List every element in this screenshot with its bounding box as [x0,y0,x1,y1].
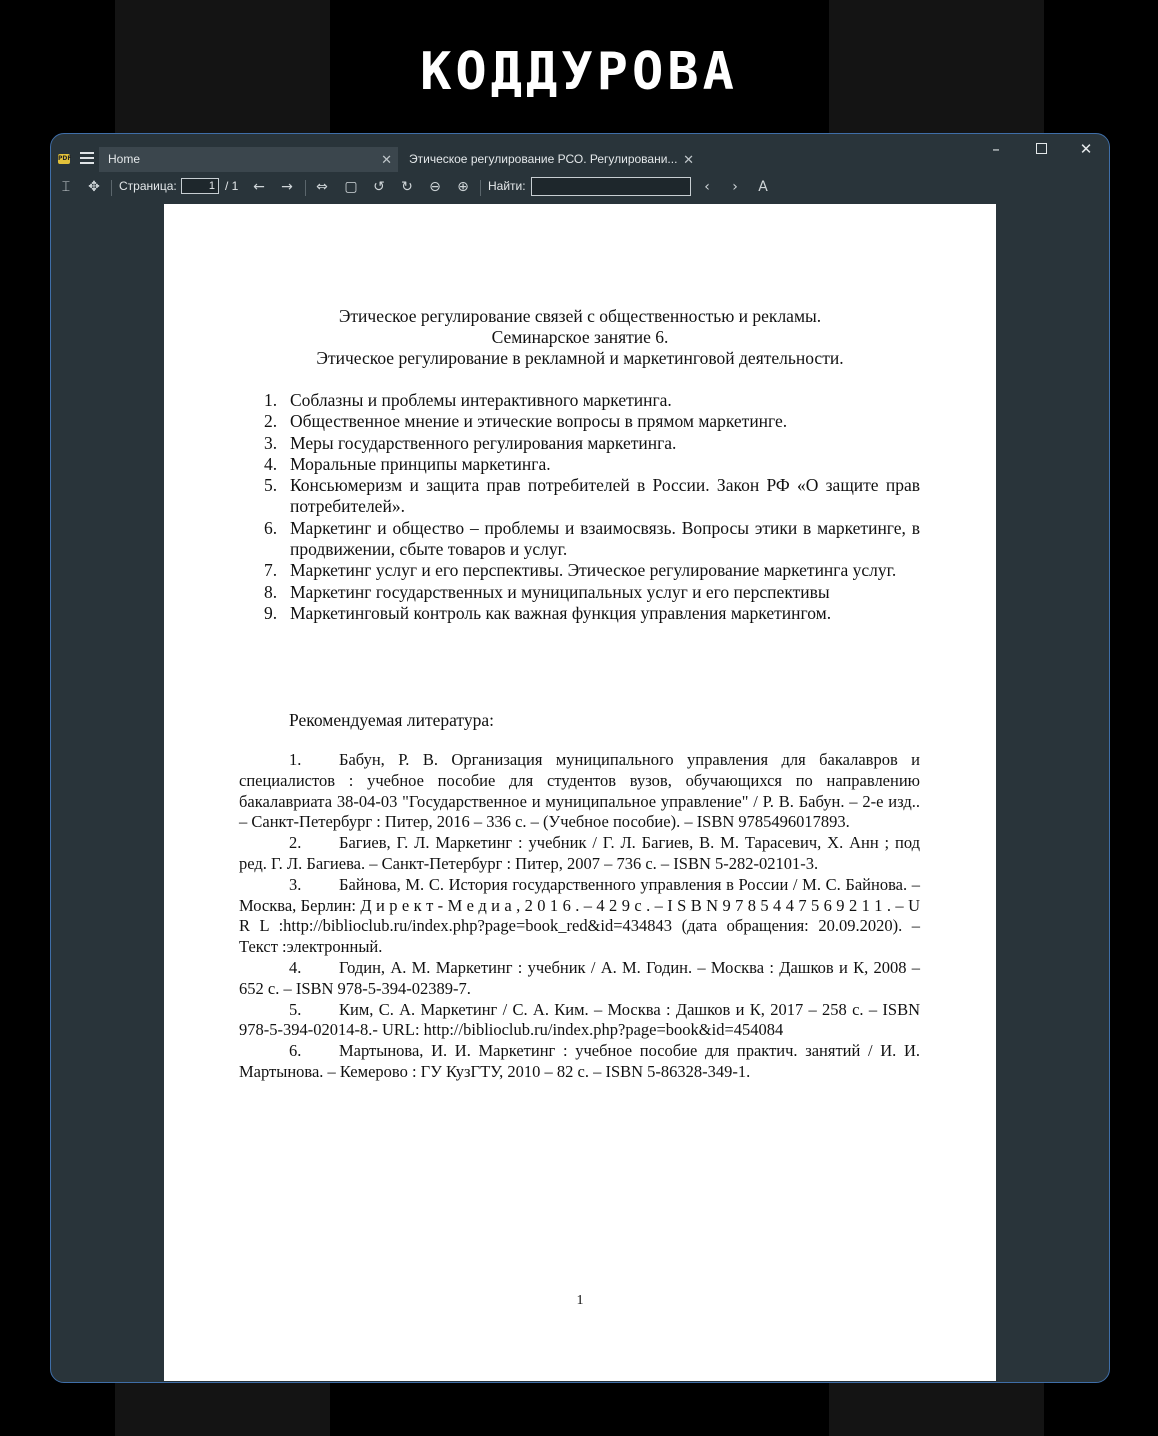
find-label: Найти: [488,179,526,193]
toolbar [51,174,1109,200]
list-item: 8. Маркетинг государственных и муниципальных услуг и его перспективы [264,581,830,602]
next-arrow-icon[interactable]: → [281,179,293,195]
minimize-button[interactable]: – [992,140,1000,158]
zoom-in-icon[interactable]: ⊕ [457,179,469,195]
fit-page-icon[interactable]: ▢ [344,179,358,195]
maximize-icon [1036,143,1047,154]
pan-icon[interactable]: ✥ [88,179,100,195]
close-icon[interactable]: ✕ [381,152,392,167]
tab-document-label: Этическое регулирование РСО. Регулировани... [409,152,678,166]
doc-title-line: Семинарское занятие 6. [491,327,669,347]
rotate-left-icon[interactable]: ↺ [373,179,385,195]
brand-logo: КОДДУРОВА [420,42,738,102]
list-item: 3. Байнова, М. С. История государственного управления в России / М. С. Байнова. – Москва, Берлин: Д и р е к т - М е д и а , 2 0 1 6 . – 4 2 9 с . – I S B N 9 7 8 5 4 4 7 5 6 9 2 1 1 . – U R L :http://biblioclub.ru/index.php?page=book_red&id=434843 (дата обращения: 20.09.2020). – Текст :электронный. [239,874,920,957]
close-icon[interactable]: ✕ [683,152,694,167]
list-item: 7. Маркетинг услуг и его перспективы. Этическое регулирование маркетинга услуг. [264,560,897,581]
prev-arrow-icon[interactable]: ← [253,179,265,195]
doc-title-line: Этическое регулирование в рекламной и маркетинговой деятельности. [316,348,844,368]
list-item: 2. Общественное мнение и этические вопросы в прямом маркетинге. [264,411,788,432]
toolbar-divider [111,180,112,196]
zoom-out-icon[interactable]: ⊖ [429,179,441,195]
find-prev-icon[interactable]: ‹ [704,179,710,195]
hamburger-menu-icon[interactable] [80,152,94,166]
find-next-icon[interactable]: › [732,179,738,195]
doc-title-line: Этическое регулирование связей с общественностью и рекламы. [338,306,822,326]
select-text-icon[interactable]: ⌶ [61,179,71,195]
list-item: 4. Моральные принципы маркетинга. [264,453,551,474]
tab-document[interactable] [400,147,700,172]
page-total: / 1 [225,179,239,193]
tab-home[interactable] [99,147,398,172]
maximize-button[interactable] [1026,138,1056,160]
question-list [264,390,920,624]
list-item: 6. Маркетинг и общество – проблемы и взаимосвязь. Вопросы этики в маркетинге, в продвижении, сбыте товаров и услуг. [264,517,920,560]
match-case-icon[interactable]: A [758,179,768,195]
list-item: 2. Багиев, Г. Л. Маркетинг : учебник / Г. Л. Багиев, В. М. Тарасевич, Х. Анн ; под ред. Г. Л. Багиева. – Санкт-Петербург : Питер, 2007 – 736 с. – ISBN 5-282-02101-3. [239,833,920,873]
pdf-viewer-window [50,133,1110,1383]
page-number-input[interactable] [181,178,219,194]
toolbar-divider [305,180,306,196]
list-item: 6. Мартынова, И. И. Маркетинг : учебное пособие для практич. занятий / И. И. Мартынова. – Кемерово : ГУ КузГТУ, 2010 – 82 с. – ISBN 5-86328-349-1. [239,1041,920,1081]
page-label: Страница: [119,179,177,193]
pdf-page [164,204,996,1381]
list-item: 9. Маркетинговый контроль как важная функция управления маркетингом. [264,602,832,623]
title-bar [51,134,1109,172]
page-number: 1 [576,1293,584,1308]
list-item: 3. Меры государственного регулирования маркетинга. [264,432,677,453]
list-item: 4. Годин, А. М. Маркетинг : учебник / А. М. Годин. – Москва : Дашков и К, 2008 – 652 с. – ISBN 978-5-394-02389-7. [239,957,920,998]
literature-list [239,750,920,1083]
app-logo-icon: PDF [58,155,72,162]
literature-heading: Рекомендуемая литература: [289,710,494,730]
find-input[interactable] [531,177,691,196]
tab-home-label: Home [108,152,141,166]
list-item: 5. Консьюмеризм и защита прав потребителей в России. Закон РФ «О защите прав потребителей». [264,475,920,517]
close-window-button[interactable]: ✕ [1079,140,1093,158]
list-item: 1. Бабун, Р. В. Организация муниципального управления для бакалавров и специалистов : учебное пособие для студентов вузов, обучающихся по направлению бакалавриата 38-04-03 "Государственное и муниципальное управление" / Р. В. Бабун. – 2-е изд.. – Санкт-Петербург : Питер, 2016 – 336 с. – (Учебное пособие). – ISBN 9785496017893. [239,750,920,832]
fit-width-icon[interactable]: ⇔ [316,179,328,195]
rotate-right-icon[interactable]: ↻ [401,179,413,195]
list-item: 5. Ким, С. А. Маркетинг / С. А. Ким. – Москва : Дашков и К, 2017 – 258 с. – ISBN 978-5-394-02014-8.- URL: http://biblioclub.ru/index.php?page=book&id=454084 [239,999,920,1040]
list-item: 1. Соблазны и проблемы интерактивного маркетинга. [264,390,672,410]
toolbar-divider [480,180,481,196]
